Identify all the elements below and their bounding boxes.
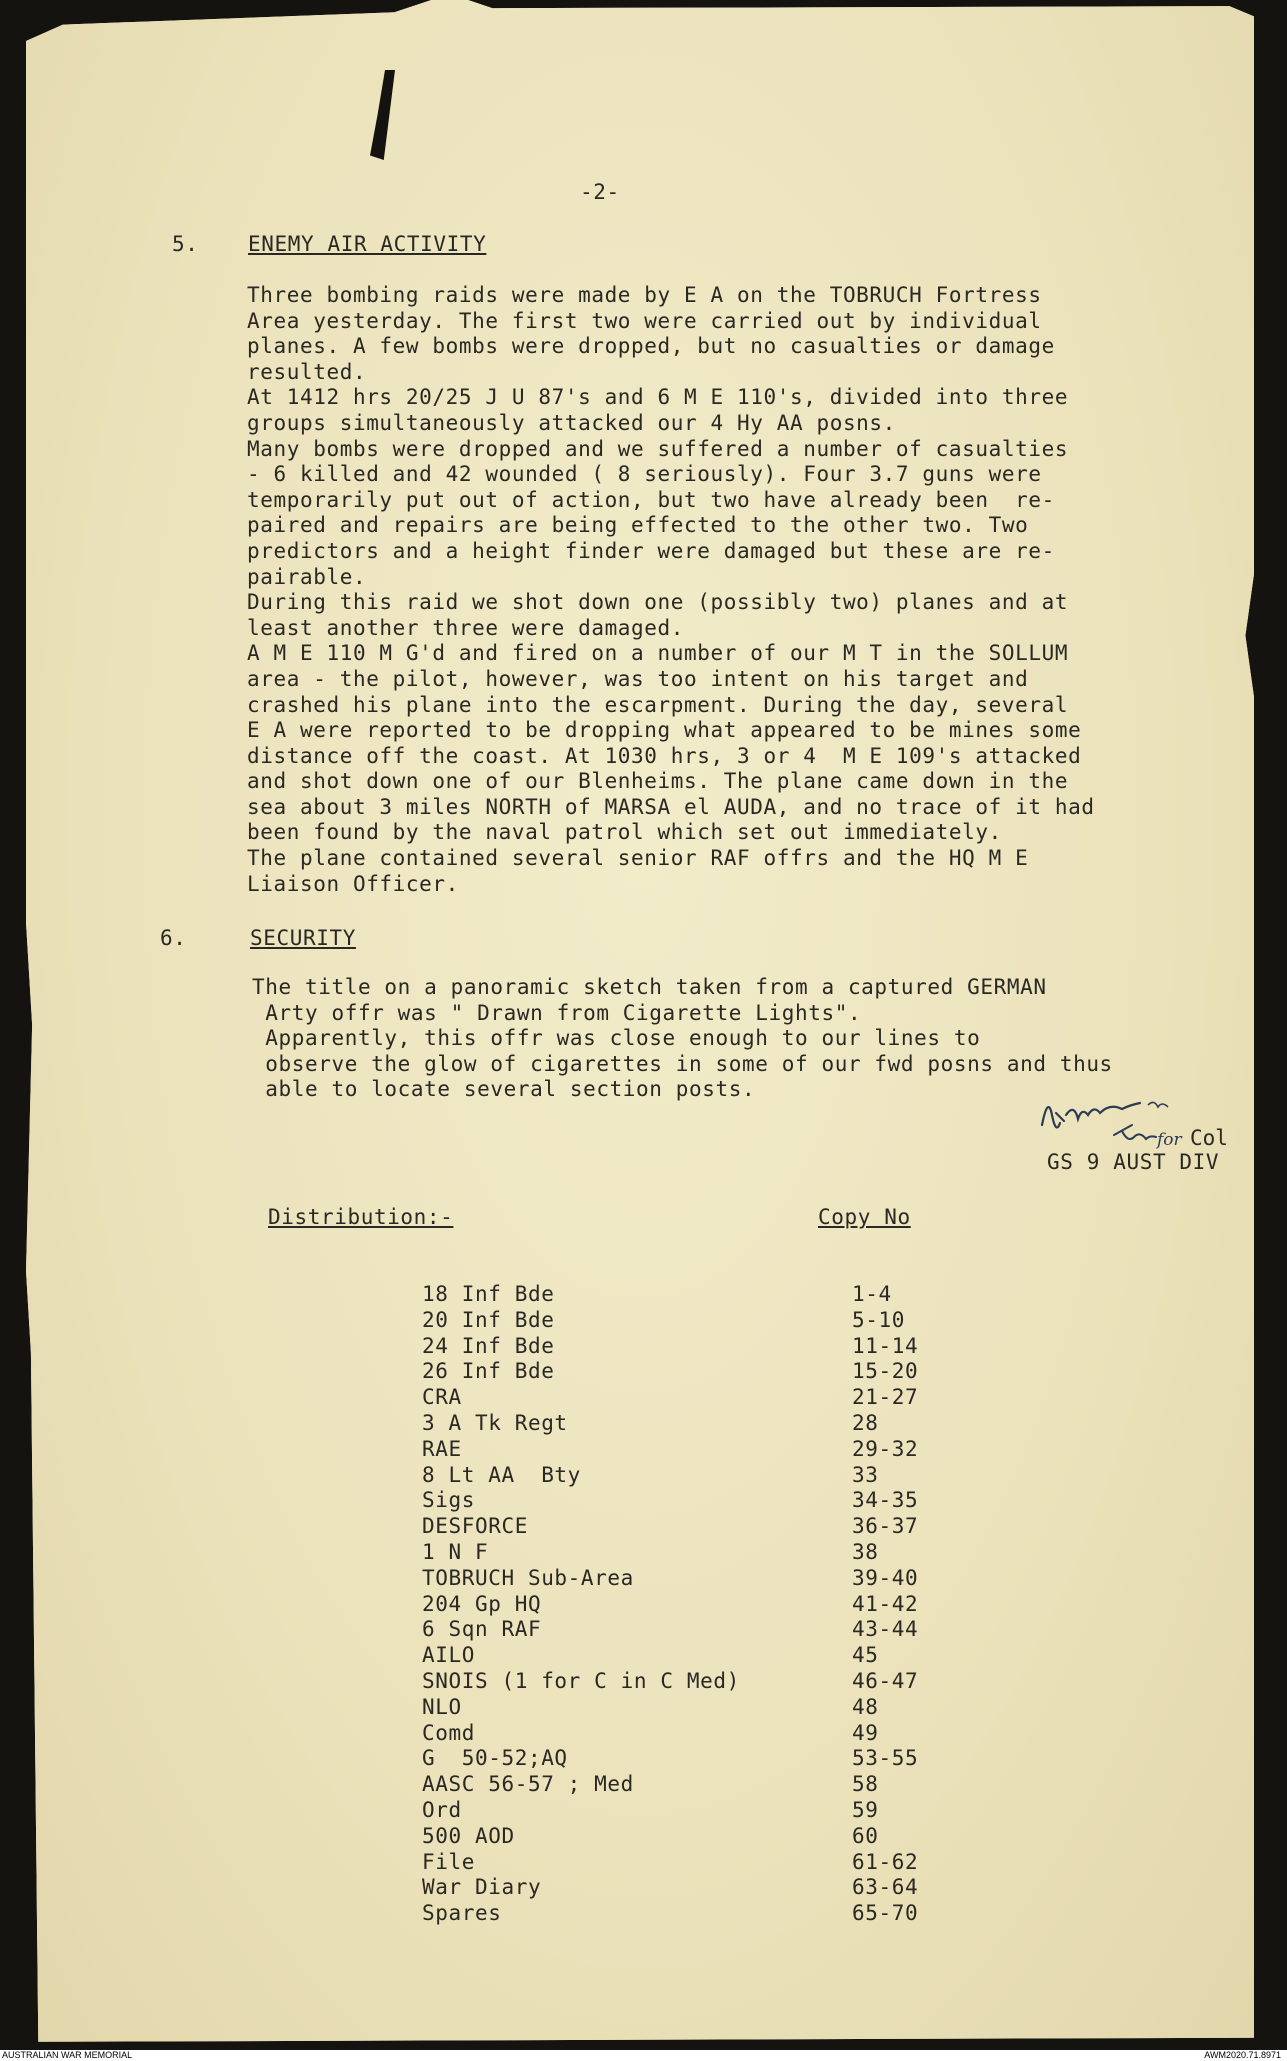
signature-rank: Col: [1190, 1126, 1228, 1150]
section-5-heading: ENEMY AIR ACTIVITY: [248, 232, 487, 256]
distribution-copy-number: 58: [852, 1772, 879, 1797]
distribution-copy-number: 38: [852, 1539, 879, 1564]
distribution-copy-number: 49: [852, 1720, 879, 1745]
handwritten-signature: [1030, 1085, 1270, 1155]
footer-accession-number: AWM2020.71.8971: [1204, 2050, 1281, 2060]
distribution-copy-number: 46-47: [852, 1668, 919, 1693]
signature-title: GS 9 AUST DIV: [1047, 1150, 1220, 1174]
copy-number-heading: Copy No: [818, 1205, 911, 1229]
section-6-number: 6.: [160, 926, 187, 950]
distribution-unit: AASC 56-57 ; Med: [422, 1772, 634, 1797]
distribution-copy-number: 39-40: [852, 1565, 919, 1590]
distribution-unit: 1 N F: [422, 1539, 489, 1564]
distribution-unit: SNOIS (1 for C in C Med): [422, 1668, 740, 1693]
distribution-unit: 20 Inf Bde: [422, 1307, 555, 1332]
footer-institution: AUSTRALIAN WAR MEMORIAL: [2, 2050, 133, 2060]
distribution-copy-number: 29-32: [852, 1436, 919, 1461]
distribution-copy-number: 21-27: [852, 1385, 919, 1410]
distribution-unit: DESFORCE: [422, 1514, 528, 1539]
distribution-heading: Distribution:-: [268, 1205, 454, 1229]
section-5-body: Three bombing raids were made by E A on the TOBRUCH Fortress Area yesterday. The first two were carried out by individual planes. A few bombs were dropped, but no casualties or damage resulted. At 1412 hrs 20/25 J U 87's and 6 M E 110's, divided into three groups simultaneously attacked our 4 Hy AA posns. Many bombs were dropped and we suffered a number of casualties - 6 killed and 42 wounded ( 8 seriously). Four 3.7 guns were temporarily put out of action, but two have already been re- paired and repairs are being effected to the other two. Two predictors and a height finder were damaged but these are re- pairable. During this raid we shot down one (possibly two) planes and at least another three were damaged. A M E 110 M G'd and fired on a number of our M T in the SOLLUM area - the pilot, however, was too intent on his target and crashed his plane into the escarpment. During the day, several E A were reported to be dropping what appeared to be mines some distance off the coast. At 1030 hrs, 3 or 4 M E 109's attacked and shot down one of our Blenheims. The plane came down in the sea about 3 miles NORTH of MARSA el AUDA, and no trace of it had been found by the naval patrol which set out immediately. The plane contained several senior RAF offrs and the HQ M E Liaison Officer.: [247, 283, 1095, 896]
distribution-copy-number: 5-10: [852, 1307, 905, 1332]
distribution-unit: 26 Inf Bde: [422, 1359, 555, 1384]
distribution-unit: NLO: [422, 1694, 462, 1719]
distribution-copy-number: 53-55: [852, 1746, 919, 1771]
signature-for-text: for: [1157, 1130, 1182, 1150]
distribution-unit: Ord: [422, 1797, 462, 1822]
distribution-unit: 24 Inf Bde: [422, 1333, 555, 1358]
distribution-unit: Sigs: [422, 1488, 475, 1513]
distribution-unit: G 50-52;AQ: [422, 1746, 568, 1771]
section-6-heading: SECURITY: [250, 926, 356, 950]
distribution-unit: 3 A Tk Regt: [422, 1410, 568, 1435]
distribution-copy-number: 34-35: [852, 1488, 919, 1513]
distribution-copy-number: 11-14: [852, 1333, 919, 1358]
distribution-copy-number: 41-42: [852, 1591, 919, 1616]
distribution-unit: 6 Sqn RAF: [422, 1617, 542, 1642]
distribution-copy-number: 28: [852, 1410, 879, 1435]
distribution-copy-number: 36-37: [852, 1514, 919, 1539]
distribution-copy-number: 43-44: [852, 1617, 919, 1642]
distribution-unit: CRA: [422, 1385, 462, 1410]
distribution-copy-number: 33: [852, 1462, 879, 1487]
distribution-copy-number: 48: [852, 1694, 879, 1719]
distribution-unit: 204 Gp HQ: [422, 1591, 542, 1616]
distribution-unit: TOBRUCH Sub-Area: [422, 1565, 634, 1590]
distribution-unit: AILO: [422, 1643, 475, 1668]
distribution-unit: RAE: [422, 1436, 462, 1461]
distribution-unit: Spares: [422, 1901, 502, 1926]
distribution-copy-number: 59: [852, 1797, 879, 1822]
distribution-copy-number: 65-70: [852, 1901, 919, 1926]
page-number: -2-: [580, 180, 620, 204]
distribution-copy-number: 15-20: [852, 1359, 919, 1384]
distribution-copy-number: 45: [852, 1643, 879, 1668]
footer: [0, 2050, 1287, 2061]
distribution-unit: Comd: [422, 1720, 475, 1745]
section-6-body: The title on a panoramic sketch taken from a captured GERMAN Arty offr was " Drawn from Cigarette Lights". Apparently, this offr was close enough to our lines to observe the glow of cigarettes in some of our fwd posns and thus able to locate several section posts.: [252, 975, 1113, 1102]
distribution-copy-number: 63-64: [852, 1875, 919, 1900]
distribution-unit: 500 AOD: [422, 1823, 515, 1848]
distribution-copy-number: 1-4: [852, 1282, 892, 1306]
distribution-unit: 8 Lt AA Bty: [422, 1462, 581, 1487]
section-5-number: 5.: [172, 232, 199, 256]
distribution-unit: File: [422, 1849, 475, 1874]
distribution-copy-number: 61-62: [852, 1849, 919, 1874]
distribution-copy-number: 60: [852, 1823, 879, 1848]
distribution-unit: War Diary: [422, 1875, 542, 1900]
distribution-unit: 18 Inf Bde: [422, 1282, 555, 1306]
